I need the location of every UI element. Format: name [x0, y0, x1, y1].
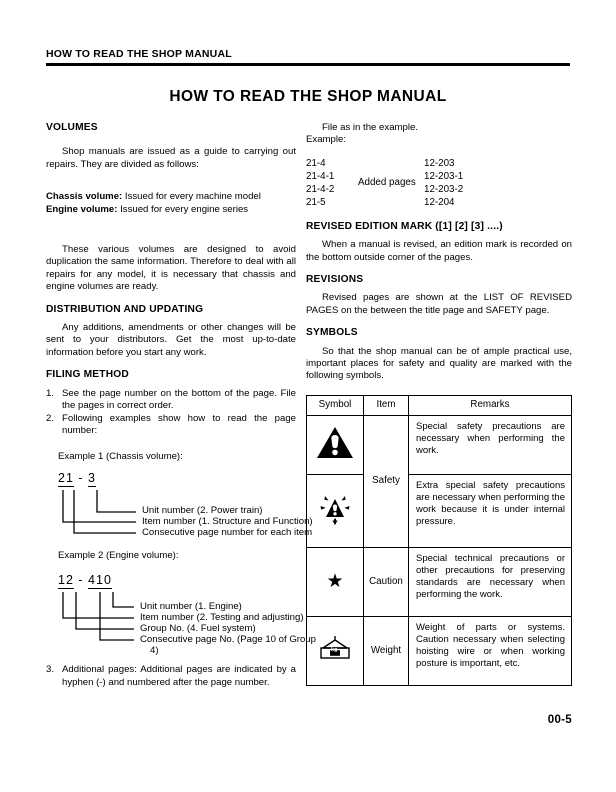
engine-volume-label: Engine volume:: [46, 203, 118, 215]
chassis-volume-label: Chassis volume:: [46, 191, 123, 203]
revised-edition-paragraph: When a manual is revised, an edition mark is recorded on the bottom outside corner of the pages.: [306, 239, 572, 263]
example-2-digit: 4: [88, 573, 96, 588]
list-item: [46, 388, 296, 413]
section-heading-revised-edition-mark: [306, 221, 572, 233]
symbols-paragraph: So that the shop manual can be of ample practical use, important places for safety and quality are marked with the following symbols.: [306, 345, 572, 382]
remarks-cell-caution: [409, 547, 572, 616]
symbol-cell-weight: [307, 616, 364, 685]
example-1-legend-consecutive: Consecutive page number for each item: [142, 526, 313, 538]
warning-triangle-icon: [315, 425, 355, 465]
table-row: [307, 415, 572, 474]
revised-edition-mark-symbols: ([1] [2] [3] ....): [435, 220, 503, 232]
section-heading-volumes: VOLUMES: [46, 122, 98, 133]
revised-edition-mark-heading-text: REVISED EDITION MARK: [306, 220, 433, 232]
example-1-digit: 3: [88, 470, 96, 485]
list-item-number: 2.: [46, 412, 55, 424]
example-2-legend-group: Group No. (4. Fuel system): [140, 623, 256, 635]
file-example-line1: File as in the example.: [322, 122, 418, 133]
page-number-folio: 00-5: [547, 714, 572, 726]
example-1-digit: 1: [65, 470, 74, 485]
symbol-cell-warning: [307, 415, 364, 474]
remarks-cell-safety-basic: [409, 415, 572, 474]
table-row: [307, 474, 572, 547]
example-1-digit: 2: [58, 470, 66, 485]
symbol-cell-star: [307, 547, 364, 616]
page-number-entry: 21-4-2: [306, 184, 335, 196]
column-header-item: Item: [364, 395, 409, 415]
remarks-text: Extra special safety precautions are necessary when performing the work because it is under internal pressure.: [416, 479, 565, 528]
list-item-text: Additional pages: Additional pages are indicated by a hyphen (-) and numbered after the page number.: [62, 664, 296, 688]
item-cell-weight: Weight: [364, 616, 409, 685]
item-cell-caution: Caution: [364, 547, 409, 616]
symbols-table-head: [307, 395, 572, 415]
example-1-label: Example 1 (Chassis volume):: [58, 451, 183, 463]
page-number-example-grid: [306, 157, 572, 213]
table-header-row: [307, 395, 572, 415]
example-2-legend-unit: Unit number (1. Engine): [140, 601, 242, 613]
internal-pressure-warning-icon: [316, 491, 354, 531]
added-pages-label: Added pages: [358, 176, 416, 188]
page-title: HOW TO READ THE SHOP MANUAL: [169, 88, 447, 105]
section-heading-revisions: REVISIONS: [306, 274, 364, 286]
volumes-intro-paragraph: Shop manuals are issued as a guide to carrying out repairs. They are divided as follows:: [46, 146, 296, 170]
page-number-entry: 21-4: [306, 157, 326, 169]
distribution-paragraph: Any additions, amendments or other changes will be sent to your distributors. Get the most up-to-date information before you start any work.: [46, 322, 296, 358]
example-2-legend-consecutive: Consecutive page No. (Page 10 of Group: [140, 634, 316, 646]
example-2-digit: 2: [65, 573, 74, 588]
remarks-text: Weight of parts or systems. Caution necessary when selecting hoisting wire or when working posture is important, etc.: [416, 621, 565, 670]
column-header-symbol: Symbol: [307, 395, 364, 415]
list-item: [46, 413, 296, 438]
section-heading-symbols: SYMBOLS: [306, 327, 358, 339]
example-1-hyphen: -: [78, 470, 84, 485]
volumes-outro-paragraph: These various volumes are designed to avoid duplication the same information. Therefore to deal with all repairs for any model, it is necessary that chassis and engine volumes are ready.: [46, 244, 296, 293]
chassis-volume-line: [46, 191, 296, 203]
weight-unit-label: kg: [331, 646, 338, 653]
revisions-paragraph: Revised pages are shown at the LIST OF REVISED PAGES on the between the title page and SAFETY page.: [306, 292, 572, 316]
filing-method-list-continued: [46, 664, 296, 689]
section-heading-filing-method: FILING METHOD: [46, 369, 129, 381]
example-2-legend-item: Item number (2. Testing and adjusting): [140, 612, 304, 624]
example-2-diagram: [58, 573, 316, 660]
example-2-digit: 1: [96, 573, 104, 588]
example-2-digit: 1: [58, 573, 66, 588]
page-numbers-before-column: [306, 157, 334, 210]
symbol-cell-internal-pressure: [307, 474, 364, 547]
filing-method-list: [46, 388, 296, 438]
symbols-table: [306, 395, 572, 686]
example-2-digit: 0: [103, 573, 112, 588]
table-row: [307, 547, 572, 616]
remarks-text: Special technical precautions or other precautions for preserving standards are necessary when performing the work.: [416, 552, 565, 601]
engine-volume-line: [46, 204, 296, 216]
list-item: [46, 664, 296, 689]
page-number-entry: 12-203-1: [424, 171, 464, 183]
example-1-block: [46, 451, 313, 545]
example-1-legend-unit: Unit number (2. Power train): [142, 504, 263, 516]
header-rule: [46, 63, 570, 66]
remarks-text: Special safety precautions are necessary when performing the work.: [416, 420, 565, 457]
file-example-line2: Example:: [306, 134, 346, 146]
example-2-block: [46, 549, 316, 660]
right-column: [306, 122, 572, 686]
item-cell-safety: Safety: [364, 415, 409, 547]
remarks-cell-weight: [409, 616, 572, 685]
chassis-volume-text: Issued for every machine model: [124, 191, 261, 203]
remarks-cell-internal-pressure: [409, 474, 572, 547]
running-header-title: HOW TO READ THE SHOP MANUAL: [46, 48, 232, 60]
hanging-weight-kg-icon: [313, 634, 357, 668]
table-row: [307, 616, 572, 685]
example-2-legend-consecutive-cont: 4): [150, 645, 159, 657]
example-1-diagram: [58, 470, 313, 546]
column-header-remarks: Remarks: [409, 395, 572, 415]
page-number-entry: 21-4-1: [306, 171, 335, 183]
page-number-entry: 12-204: [424, 197, 455, 209]
section-heading-distribution: DISTRIBUTION AND UPDATING: [46, 303, 204, 315]
list-item-text: See the page number on the bottom of the page. File the pages in correct order.: [62, 387, 296, 412]
page-number-entry: 21-5: [306, 197, 326, 209]
running-header: [46, 48, 570, 66]
page-number-entry: 12-203-2: [424, 184, 464, 196]
list-item-number: 1.: [46, 387, 55, 399]
page-number-entry: 12-203: [424, 157, 455, 169]
page-numbers-after-column: [424, 157, 463, 210]
engine-volume-text: Issued for every engine series: [120, 203, 249, 215]
example-2-hyphen: -: [78, 573, 84, 588]
list-item-text: Following examples show how to read the page number:: [62, 412, 296, 436]
symbols-table-body: [307, 415, 572, 685]
example-2-label: Example 2 (Engine volume):: [58, 549, 179, 561]
star-icon: ★: [326, 571, 344, 593]
list-item-number: 3.: [46, 664, 55, 676]
example-1-legend-item: Item number (1. Structure and Function): [142, 515, 313, 527]
